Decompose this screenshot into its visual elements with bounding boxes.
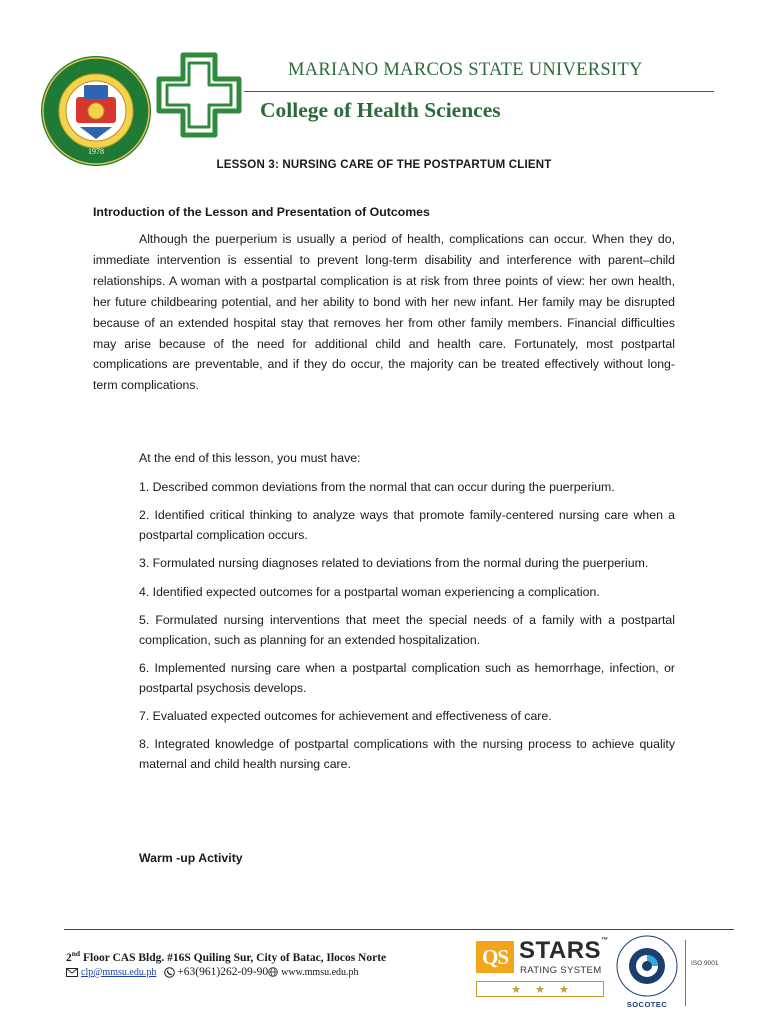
socotec-seal-icon xyxy=(611,932,683,1000)
globe-icon xyxy=(268,967,278,977)
envelope-icon xyxy=(66,968,78,977)
qs-trademark: ™ xyxy=(601,937,609,944)
outcome-item: 1. Described common deviations from the normal that can occur during the puerperium. xyxy=(139,480,615,494)
socotec-label: SOCOTEC xyxy=(626,1000,668,1009)
address-rest: Floor CAS Bldg. #16S Quiling Sur, City of Batac, Ilocos Norte xyxy=(80,951,387,964)
qs-logo: QS xyxy=(476,941,514,973)
outcomes-section xyxy=(139,449,675,784)
qs-stars-title xyxy=(519,937,609,965)
address-floor-suffix: nd xyxy=(71,949,81,958)
qs-star-rating xyxy=(476,981,604,997)
intro-paragraph: Although the puerperium is usually a period of health, complications can occur. When they do, immediate intervention is essential to prevent long-term disability and interference with parent–child relationships. A woman with a postpartal complication is at risk from three points of view: her own health, her future childbearing potential, and her ability to bond with her new infant. Her family may be disrupted because of an extended hospital stay that removes her from other family members. Financial difficulties may arise because of the need for additional child and health care. Fortunately, most postpartal complications are preventable, and if they do occur, the majority can be treated effectively without long-term complications. xyxy=(93,232,675,393)
phone-number: +63(961)262-09-90 xyxy=(177,966,269,978)
health-cross-icon xyxy=(156,52,242,138)
qs-rating-system: RATING SYSTEM xyxy=(520,965,602,976)
outcome-item: 8. Integrated knowledge of postpartal complications with the nursing process to achieve quality maternal and child health nursing care. xyxy=(139,737,675,772)
email-link[interactable]: clp@mmsu.edu.ph xyxy=(81,966,157,978)
footer-contact xyxy=(66,966,359,978)
college-name: College of Health Sciences xyxy=(260,98,501,122)
outcome-item: 5. Formulated nursing interventions that meet the special needs of a family with a postpartal complication, such as planning for an extended hospitalization. xyxy=(139,612,675,647)
warmup-heading: Warm -up Activity xyxy=(139,851,243,865)
outcome-item: 2. Identified critical thinking to analyze ways that promote family-centered nursing care when a postpartal complication occurs. xyxy=(139,508,675,543)
lesson-title: LESSON 3: NURSING CARE OF THE POSTPARTUM CLIENT xyxy=(216,159,552,171)
star-icon: ★ xyxy=(535,983,545,996)
outcome-item: 7. Evaluated expected outcomes for achievement and effectiveness of care. xyxy=(139,709,552,724)
university-name: MARIANO MARCOS STATE UNIVERSITY xyxy=(288,60,643,80)
website-link[interactable]: www.mmsu.edu.ph xyxy=(281,966,359,978)
outcome-item: 3. Formulated nursing diagnoses related to deviations from the normal during the puerperium. xyxy=(139,556,649,571)
intro-heading: Introduction of the Lesson and Presentation of Outcomes xyxy=(93,205,430,219)
iso-divider xyxy=(685,940,686,1006)
footer-divider xyxy=(64,929,734,930)
footer-address xyxy=(66,949,386,964)
star-icon: ★ xyxy=(511,983,522,996)
socotec-certification-badge xyxy=(611,932,735,1012)
star-icon: ★ xyxy=(558,983,569,996)
university-seal-icon xyxy=(40,55,152,167)
iso-label: ISO 9001 xyxy=(691,960,719,967)
header-divider xyxy=(244,91,714,92)
outcomes-lead: At the end of this lesson, you must have: xyxy=(139,451,361,465)
seal-year: 1978 xyxy=(88,147,104,156)
outcome-item: 6. Implemented nursing care when a postpartal complication such as hemorrhage, infection, or postpartal psychosis develops. xyxy=(139,661,675,695)
address-floor-number: 2 xyxy=(66,951,72,964)
outcome-item: 4. Identified expected outcomes for a postpartal woman experiencing a complication. xyxy=(139,584,600,599)
qs-title-text: STARS xyxy=(519,937,602,964)
qs-stars-badge xyxy=(476,937,609,997)
phone-icon xyxy=(164,967,175,978)
